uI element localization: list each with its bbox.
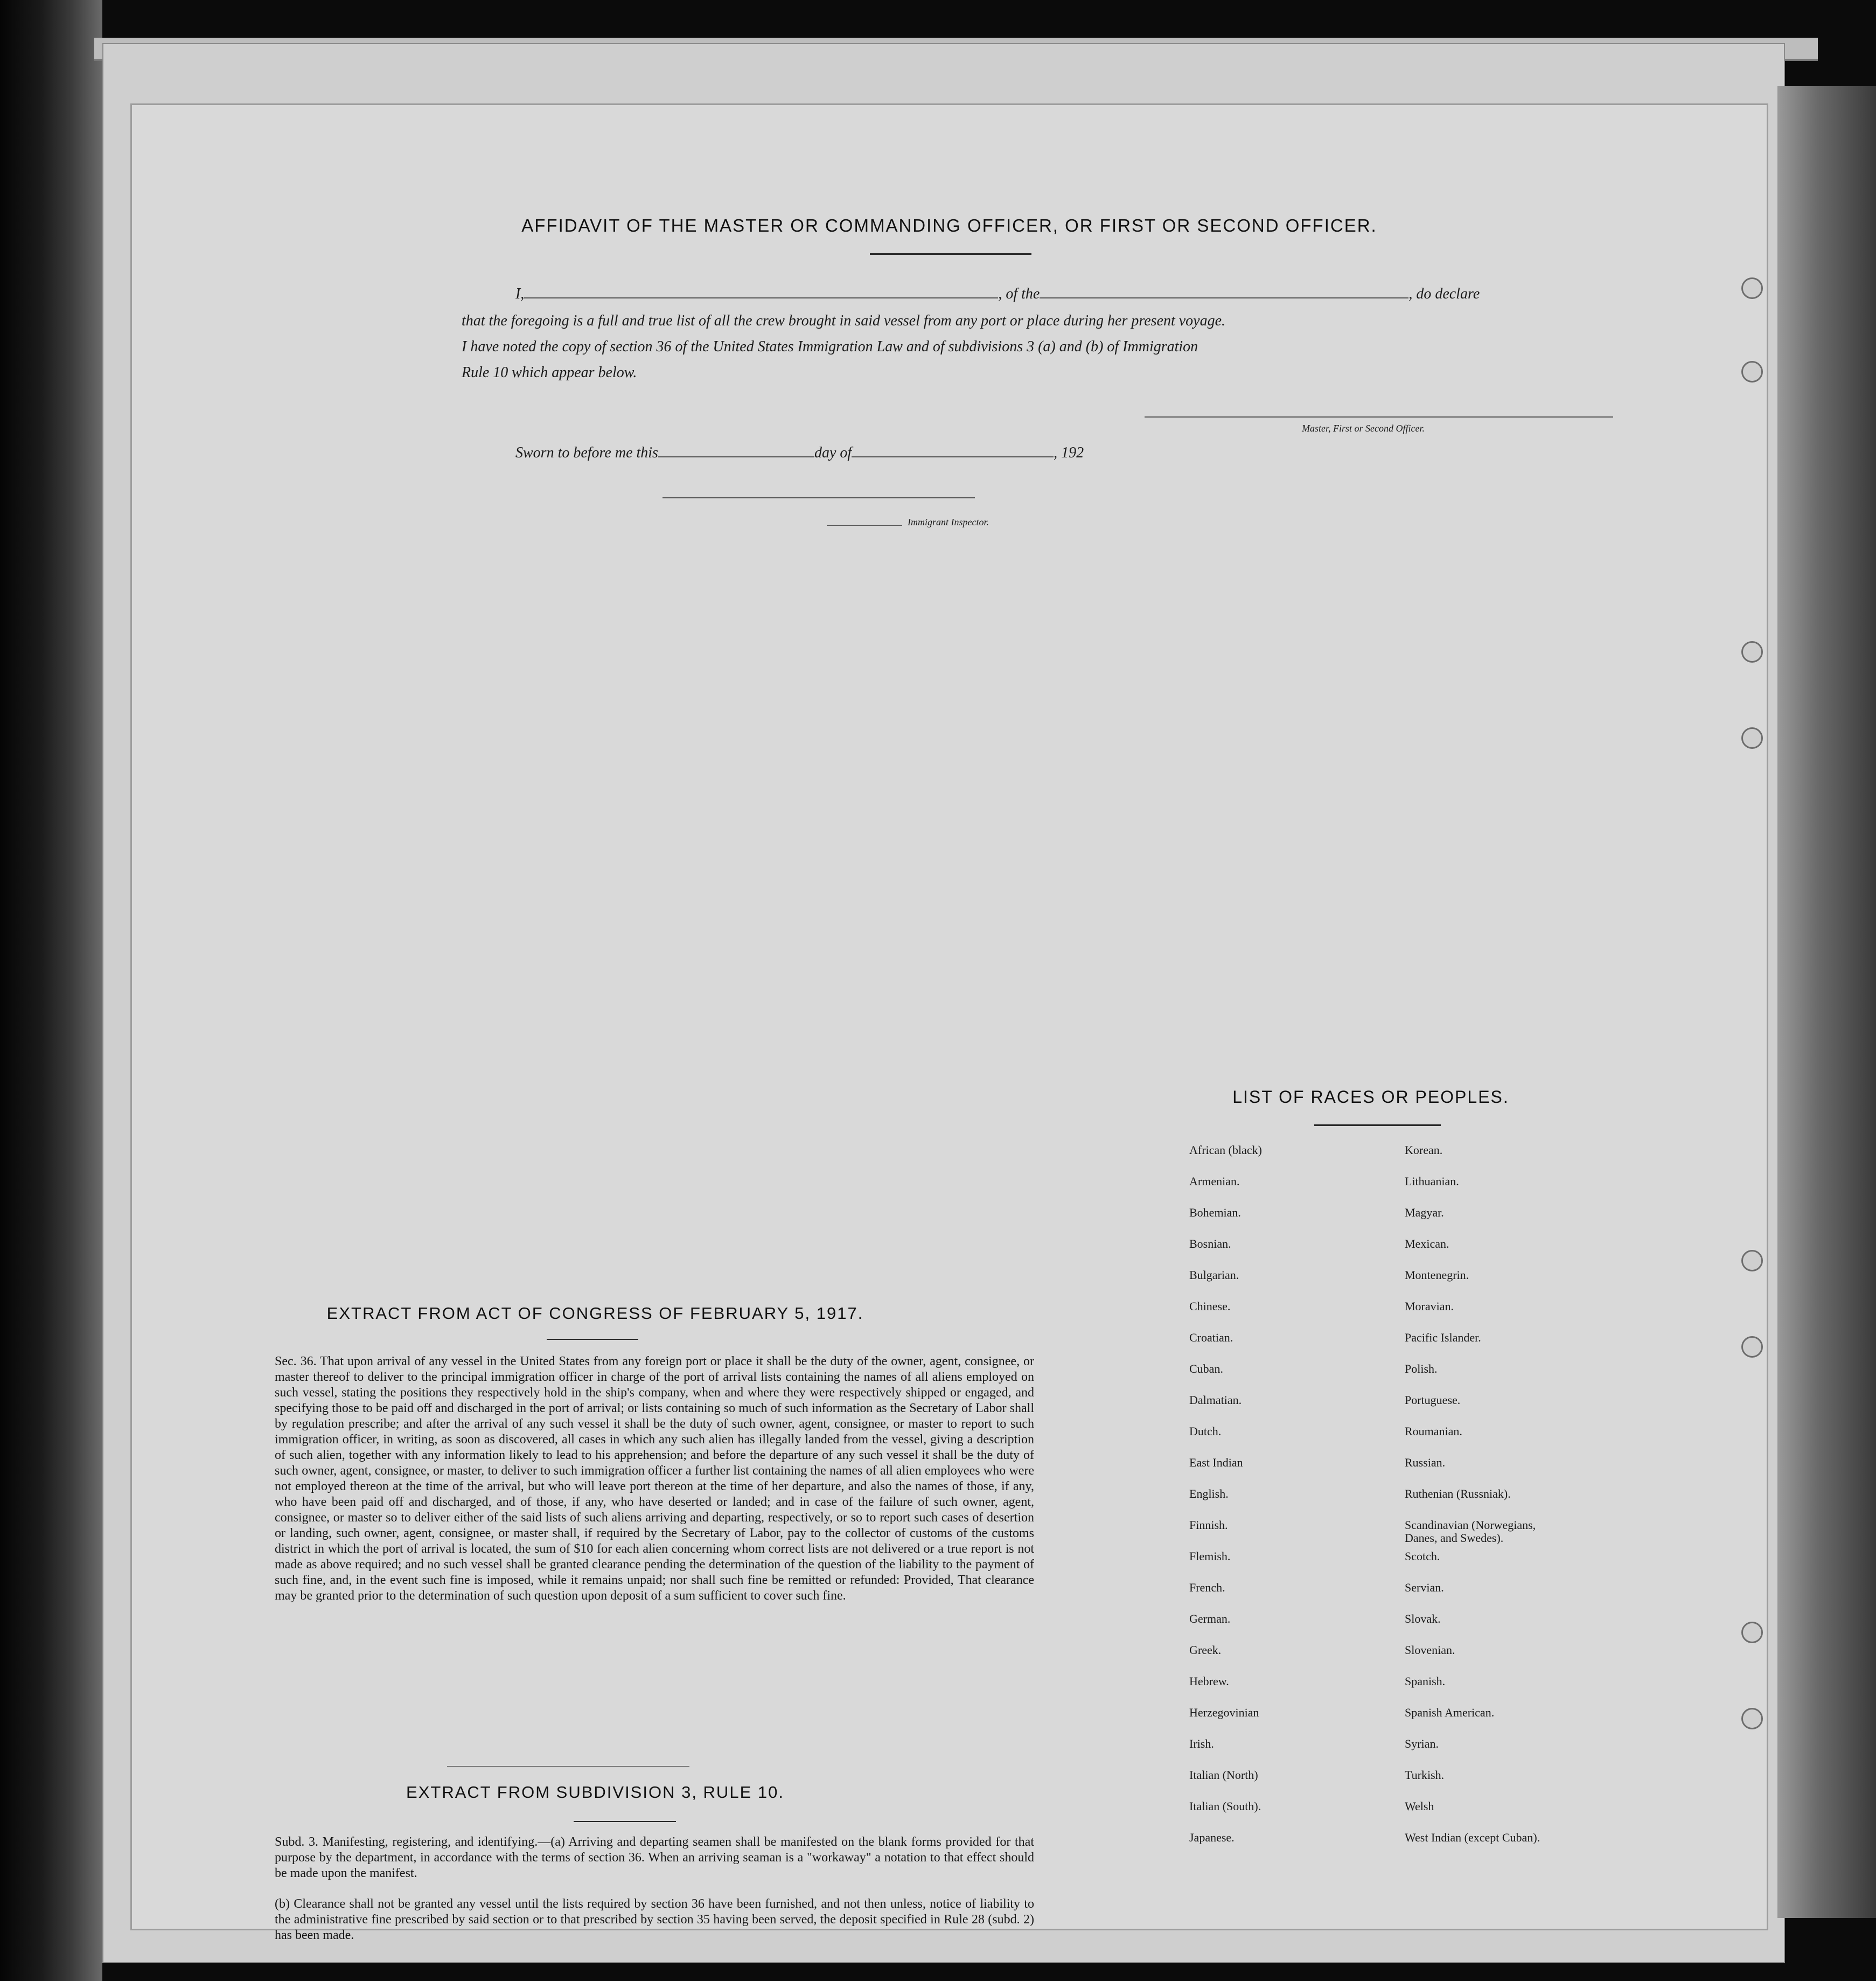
punch-hole [1741,1250,1763,1271]
race-item: German. [1189,1612,1231,1625]
declaration-line-3: I have noted the copy of section 36 of the United States Immigration Law and of subdivisions 3 (a) and (b) of Immigration [462,338,1198,355]
race-item: Bosnian. [1189,1237,1231,1250]
race-item: Turkish. [1405,1768,1445,1782]
declaration-line-4: Rule 10 which appear below. [462,364,637,381]
scan-right-edge [1777,86,1876,1918]
race-item: Japanese. [1189,1831,1235,1844]
act-extract-text: Sec. 36. That upon arrival of any vessel in the United States from any foreign port or place it shall be the duty of the owner, agent, consignee, or master thereof to deliver to the principal immigration officer in charge of the port of arrival lists containing the names of all aliens employed on such vessel, stating the positions they respectively hold in the ship's company, when and where they were respectively shipped or engaged, and specifying those to be paid off and discharged in the port of arrival; or lists containing so much of such information as the Secretary of Labor shall by regulation prescribe; and after the arrival of any such vessel it shall be the duty of such owner, agent, consignee, or master to report to such immigration officer, in writing, as soon as discovered, all cases in which any such alien has illegally landed from the vessel, giving a description of such alien, together with any information likely to lead to his apprehension; and before the departure of any such vessel it shall be the duty of such owner, agent, consignee, or master, to deliver to such immigration officer a further list containing the names of all alien employees who were not employed thereon at the time of the arrival, but who will leave port thereon at the time of her departure, and also the names of those, if any, who have been paid off and discharged, and of those, if any, who have deserted or landed; and in case of the failure of such owner, agent, consignee, or master so to deliver either of the said lists of such aliens arriving and departing, respectively, or so to report such cases of desertion or landing, such owner, agent, consignee, or master shall, if required by the Secretary of Labor, pay to the collector of customs of the customs district in which the port of arrival is located, the sum of $10 for each alien concerning whom correct lists are not delivered or a true report is not made as above required; and no such vessel shall be granted clearance pending the determination of the question of the liability to the payment of such fine, and, in the event such fine is imposed, while it remains unpaid; nor shall such fine be remitted or refunded: Provided, That clearance may be granted prior to the determination of such question upon deposit of a sum sufficient to cover such fine. [275,1354,1034,1603]
race-item: Armenian. [1189,1174,1240,1188]
master-signature-line[interactable] [1145,416,1613,418]
declaration-do-declare: , do declare [1408,286,1480,302]
declaration-line-2: that the foregoing is a full and true list of all the crew brought in said vessel from any port or place during her present voyage. [462,312,1226,329]
race-item: Irish. [1189,1737,1214,1750]
act-extract-divider [547,1339,638,1340]
race-item: African (black) [1189,1143,1262,1157]
race-item: Ruthenian (Russniak). [1405,1487,1511,1500]
race-item: Italian (South). [1189,1799,1261,1813]
race-item: Flemish. [1189,1549,1231,1563]
race-item: Servian. [1405,1581,1444,1594]
race-item: Chinese. [1189,1299,1231,1313]
race-item: Portuguese. [1405,1393,1461,1407]
punch-hole [1741,1622,1763,1643]
race-item: Spanish American. [1405,1706,1495,1719]
inspector-caption-lead [827,525,902,526]
race-item: French. [1189,1581,1225,1594]
rule-extract-divider [574,1821,676,1822]
sworn-line [515,444,1084,462]
sworn-year: , 192 [1054,444,1084,461]
races-title: LIST OF RACES OR PEOPLES. [1232,1087,1509,1107]
inspector-signature-line[interactable] [662,497,975,498]
rule-extract-para-a: Subd. 3. Manifesting, registering, and identifying.—(a) Arriving and departing seamen shall be manifested on the blank forms provided for that purpose by the department, in accordance with the terms of section 36. When an arriving seaman is a "workaway" a notation to that effect should be made upon the manifest. [275,1835,1034,1880]
inspector-caption: Immigrant Inspector. [908,517,989,527]
race-item: Hebrew. [1189,1674,1229,1688]
race-item: Polish. [1405,1362,1438,1375]
race-item: Croatian. [1189,1331,1233,1344]
punch-hole [1741,361,1763,383]
punch-hole [1741,641,1763,663]
master-caption: Master, First or Second Officer. [1302,423,1425,434]
race-item: Magyar. [1405,1206,1444,1219]
affidavit-title: AFFIDAVIT OF THE MASTER OR COMMANDING OFFICER, OR FIRST OR SECOND OFFICER. [521,216,1377,235]
race-item: East Indian [1189,1456,1243,1469]
punch-hole [1741,277,1763,299]
race-item: Montenegrin. [1405,1268,1469,1282]
race-item: Roumanian. [1405,1424,1462,1438]
act-end-rule [447,1766,689,1767]
scan-left-edge [0,0,102,1981]
race-item: Mexican. [1405,1237,1449,1250]
punch-hole [1741,1336,1763,1358]
declaration-i: I, [515,286,525,302]
race-item: Greek. [1189,1643,1222,1657]
vessel-name-blank[interactable] [1040,297,1408,298]
punch-hole [1741,1708,1763,1729]
document-page [132,105,1767,1942]
sworn-day-blank[interactable] [658,456,814,457]
race-item: Korean. [1405,1143,1443,1157]
race-item: Lithuanian. [1405,1174,1459,1188]
race-item: Bohemian. [1189,1206,1241,1219]
declaration-line-1 [515,286,1480,303]
race-item: Italian (North) [1189,1768,1258,1782]
race-item: Syrian. [1405,1737,1439,1750]
race-item: Cuban. [1189,1362,1223,1375]
race-item: Scotch. [1405,1549,1440,1563]
race-item: Bulgarian. [1189,1268,1239,1282]
race-item: Slovenian. [1405,1643,1455,1657]
race-item: Dutch. [1189,1424,1222,1438]
race-item: Herzegovinian [1189,1706,1259,1719]
race-item: Welsh [1405,1799,1434,1813]
sworn-text: Sworn to before me this [515,444,658,461]
sworn-month-blank[interactable] [852,456,1054,457]
race-item: Pacific Islander. [1405,1331,1481,1344]
races-divider [1314,1124,1441,1126]
race-item: Scandinavian (Norwegians, Danes, and Swedes). [1405,1518,1536,1545]
officer-name-blank[interactable] [524,297,998,298]
race-item: Dalmatian. [1189,1393,1242,1407]
punch-hole [1741,727,1763,749]
race-item: Finnish. [1189,1518,1228,1532]
race-item: Moravian. [1405,1299,1454,1313]
race-item: Russian. [1405,1456,1446,1469]
races-list [1189,1144,1620,1862]
race-item: English. [1189,1487,1229,1500]
title-divider [870,253,1031,255]
rule-extract-para-b: (b) Clearance shall not be granted any vessel until the lists required by section 36 have been furnished, and not then unless, notice of liability to the administrative fine prescribed by said section or to that prescribed by section 35 having been served, the deposit specified in Rule 28 (subd. 2) has been made. [275,1897,1034,1942]
race-item: Slovak. [1405,1612,1441,1625]
rule-extract-title: EXTRACT FROM SUBDIVISION 3, RULE 10. [406,1783,784,1802]
race-item: Spanish. [1405,1674,1446,1688]
sworn-day-of: day of [814,444,852,461]
race-item: West Indian (except Cuban). [1405,1831,1540,1844]
declaration-of-the: , of the [998,286,1040,302]
act-extract-title: EXTRACT FROM ACT OF CONGRESS OF FEBRUARY 5, 1917. [326,1304,864,1323]
